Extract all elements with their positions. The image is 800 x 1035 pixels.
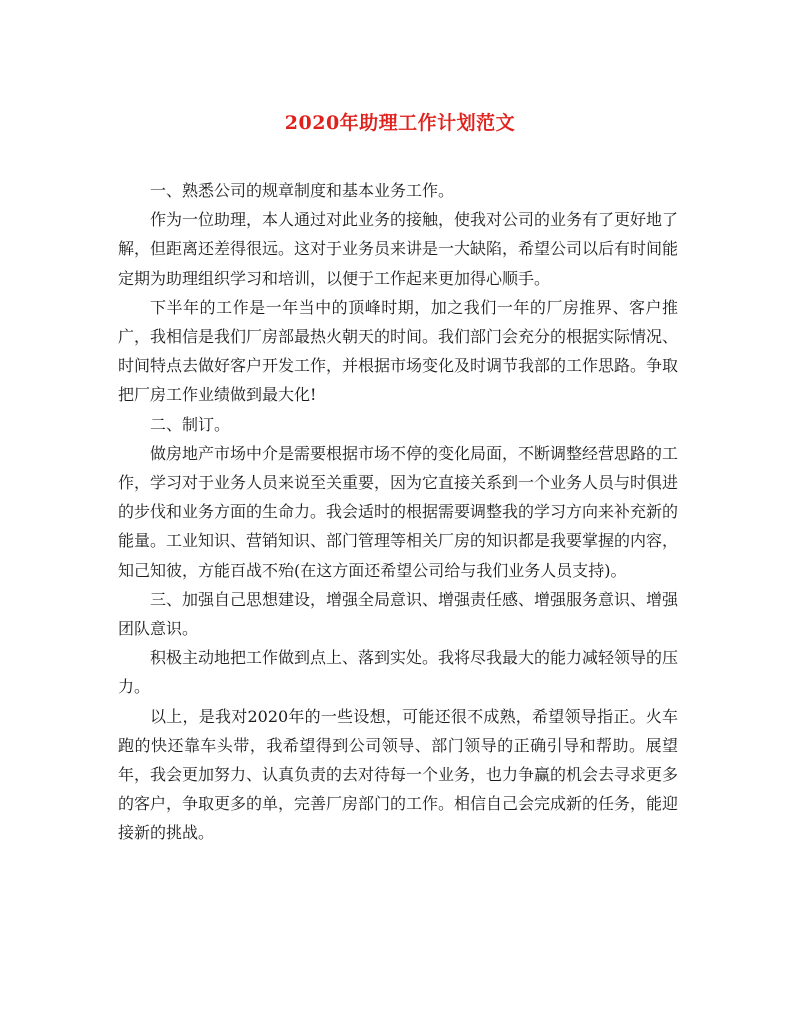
paragraph-7: 积极主动地把工作做到点上、落到实处。我将尽我最大的能力减轻领导的压力。	[118, 648, 679, 697]
paragraph-3: 下半年的工作是一年当中的顶峰时期，加之我们一年的厂房推界、客户推广，我相信是我们厂房部最热火朝天的时间。我们部门会充分的根据实际情况、时间特点去做好客户开发工作，并根据市场变化及时调节我部的工作思路。争取把厂房工作业绩做到最大化!	[118, 297, 679, 405]
paragraph-8: 以上，是我对2020年的一些设想，可能还很不成熟，希望领导指正。火车跑的快还靠车头带，我希望得到公司领导、部门领导的正确引导和帮助。展望年，我会更加努力、认真负责的去对待每一个业务，也力争赢的机会去寻求更多的客户，争取更多的单，完善厂房部门的工作。相信自己会完成新的任务，能迎接新的挑战。	[118, 706, 679, 843]
paragraph-4: 二、制订。	[150, 414, 231, 434]
paragraph-2: 作为一位助理，本人通过对此业务的接触，使我对公司的业务有了更好地了解，但距离还差得很远。这对于业务员来讲是一大缺陷，希望公司以后有时间能定期为助理组织学习和培训，以便于工作起来更加得心顺手。	[118, 210, 679, 288]
paragraph-5: 做房地产市场中介是需要根据市场不停的变化局面，不断调整经营思路的工作，学习对于业务人员来说至关重要，因为它直接关系到一个业务人员与时俱进的步伐和业务方面的生命力。我会适时的根据需要调整我的学习方向来补充新的能量。工业知识、营销知识、部门管理等相关厂房的知识都是我要掌握的内容，知己知彼，方能百战不殆(在这方面还希望公司给与我们业务人员支持)。	[118, 443, 679, 580]
paragraph-6: 三、加强自己思想建设，增强全局意识、增强责任感、增强服务意识、增强团队意识。	[118, 589, 679, 639]
document-body	[118, 176, 678, 848]
document-title: 2020年助理工作计划范文	[284, 112, 516, 134]
paragraph-1: 一、熟悉公司的规章制度和基本业务工作。	[150, 181, 455, 200]
